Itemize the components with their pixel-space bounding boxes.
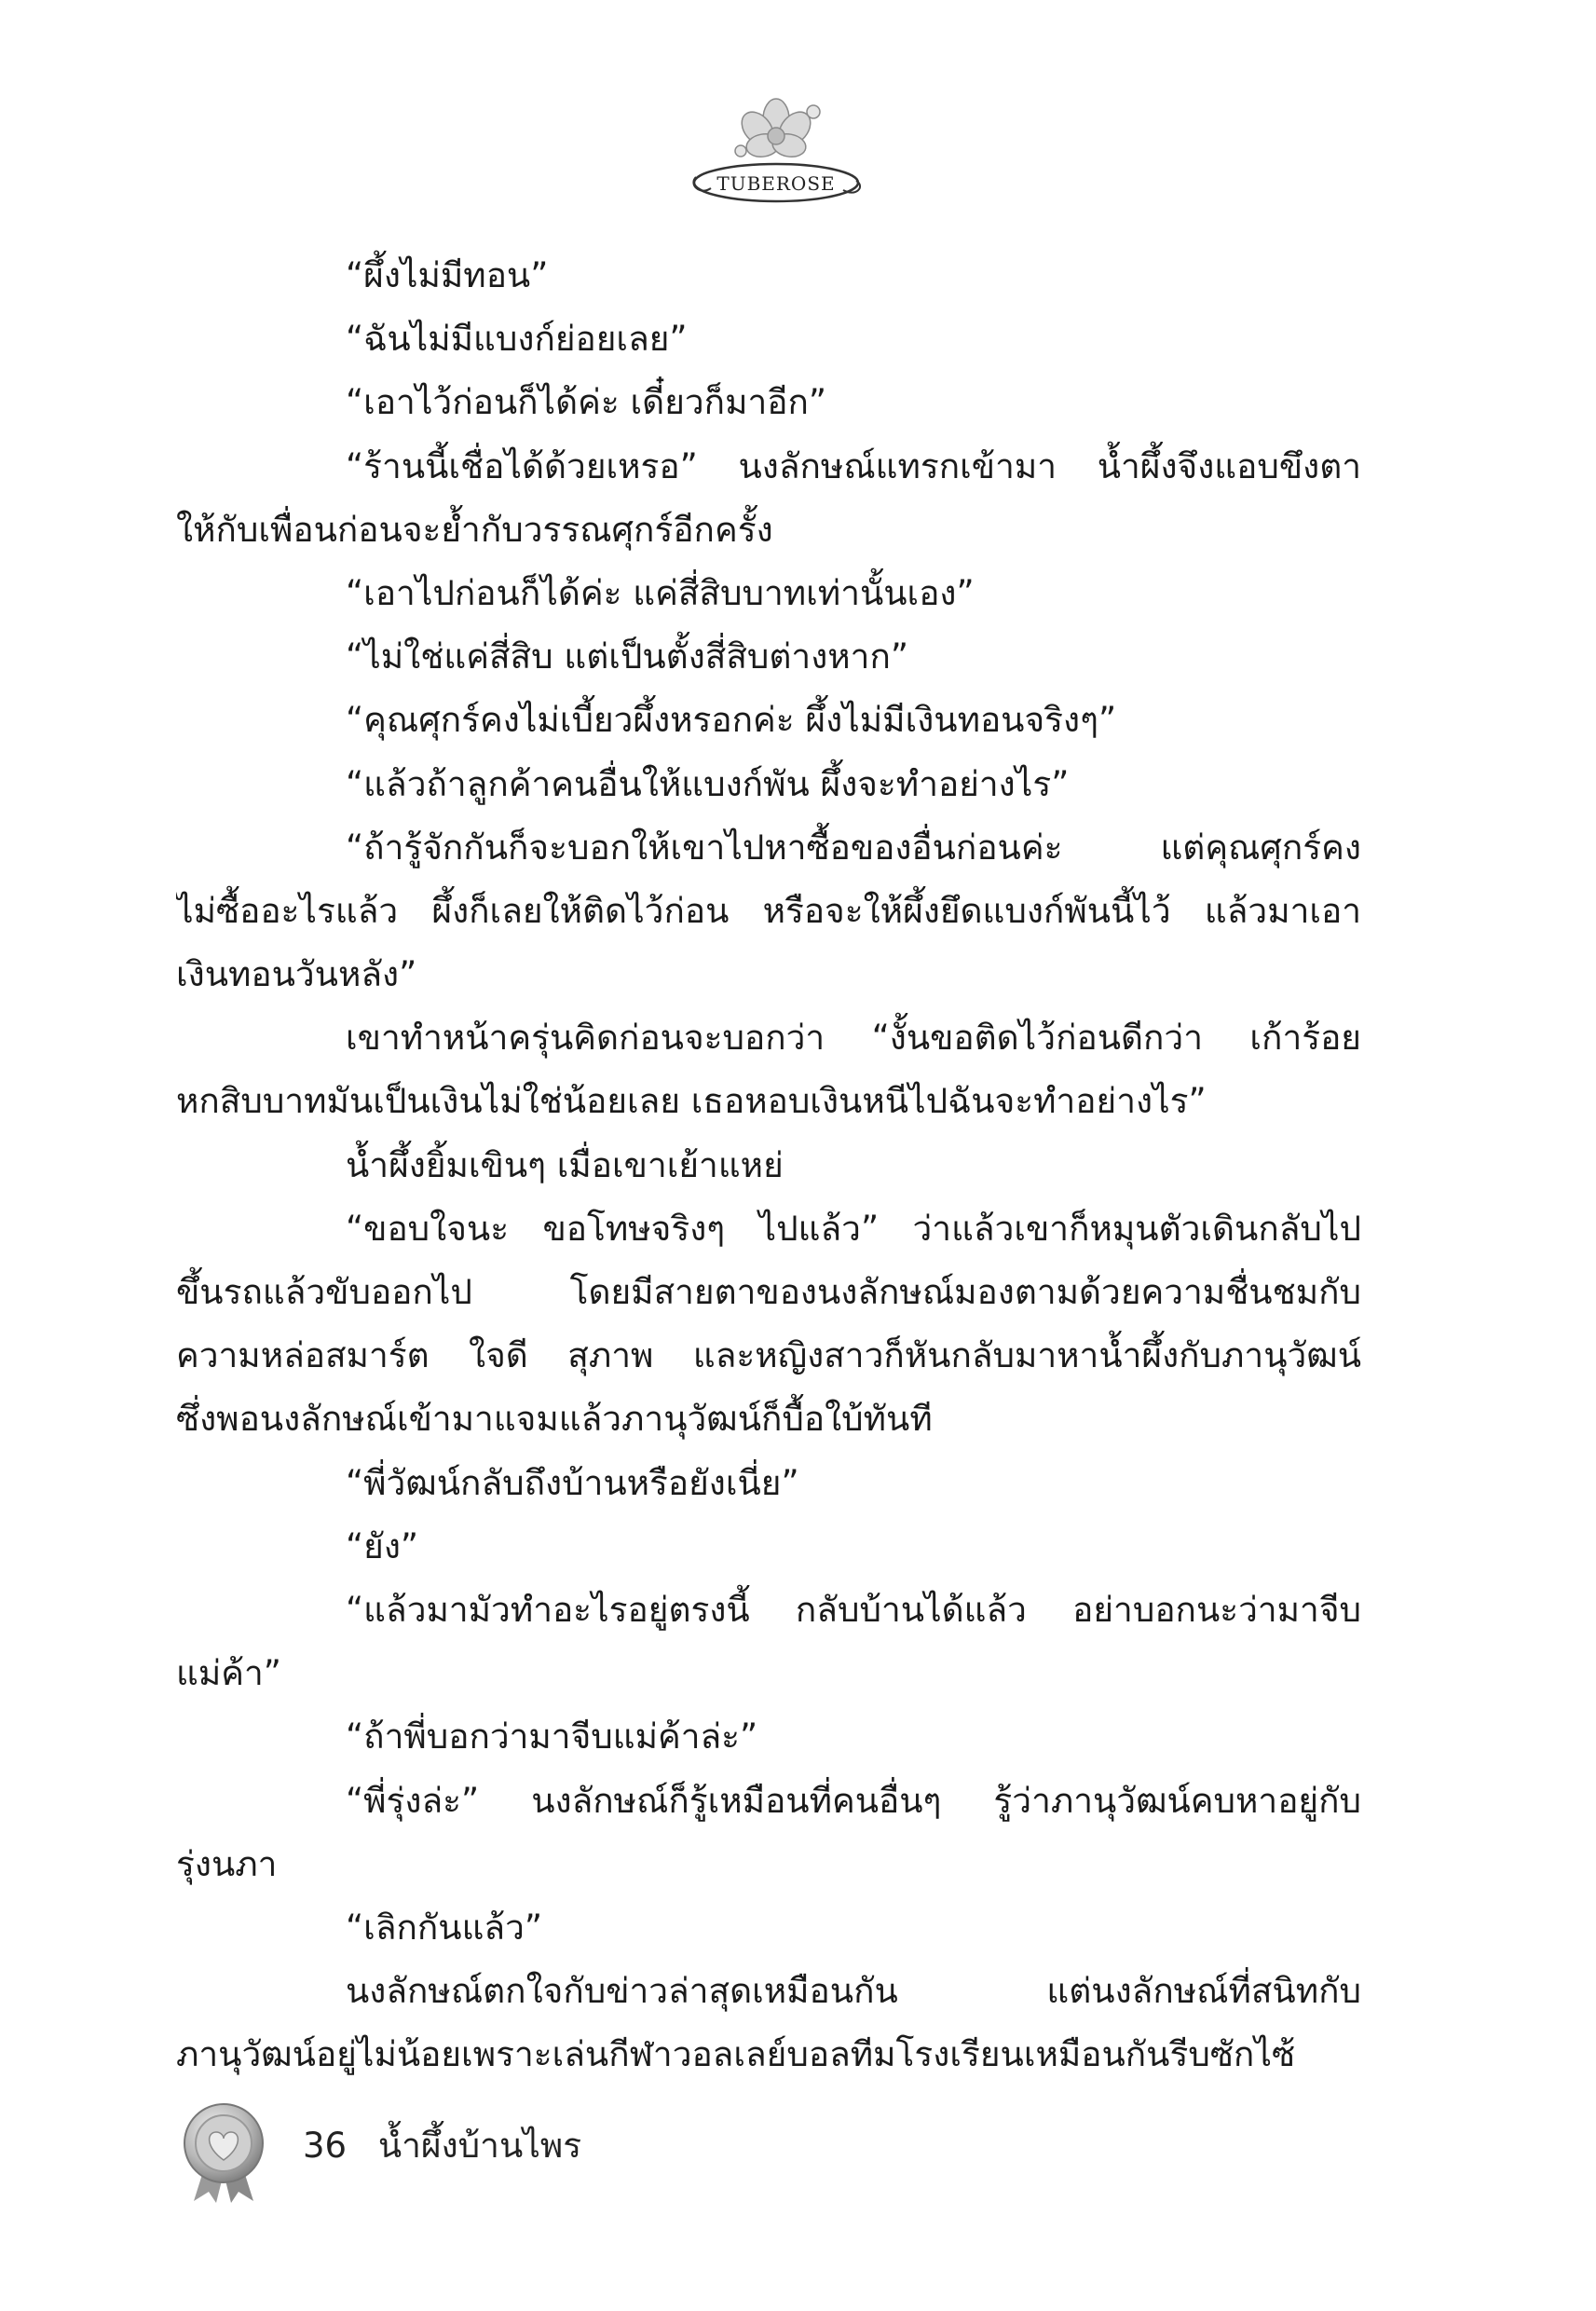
text-line: “ผึ้งไม่มีทอน” <box>346 255 549 295</box>
paragraph <box>176 435 1361 562</box>
text-line: “เอาไว้ก่อนก็ได้ค่ะ เดี๋ยวก็มาอีก” <box>346 382 827 423</box>
text-line: “เอาไปก่อนก็ได้ค่ะ แค่สี่สิบบาทเท่านั้นเอง” <box>346 572 975 613</box>
text-line: “ขอบใจนะ ขอโทษจริงๆ ไปแล้ว” ว่าแล้วเขาก็หมุนตัวเดินกลับไป <box>346 1208 1361 1249</box>
text-line: แม่ค้า” <box>176 1653 281 1694</box>
text-line: “แล้วมามัวทำอะไรอยู่ตรงนี้ กลับบ้านได้แล้ว อย่าบอกนะว่ามาจีบ <box>346 1589 1361 1630</box>
text-line: “ร้านนี้เชื่อได้ด้วยเหรอ” นงลักษณ์แทรกเข้ามา น้ำผึ้งจึงแอบขึงตา <box>346 445 1361 486</box>
paragraph <box>176 562 1361 625</box>
text-line: “ยัง” <box>346 1525 419 1566</box>
text-line: รุ่งนภา <box>176 1843 278 1884</box>
paragraph <box>176 1452 1361 1515</box>
text-line: “ไม่ใช่แค่สี่สิบ แต่เป็นตั้งสี่สิบต่างหาก” <box>346 636 909 677</box>
text-line: ภานุวัฒน์อยู่ไม่น้อยเพราะเล่นกีฬาวอลเลย์บอลทีมโรงเรียนเหมือนกันรีบซักไซ้ <box>176 2034 1296 2075</box>
paragraph <box>176 308 1361 371</box>
page-footer <box>303 2123 581 2169</box>
paragraph <box>176 1134 1361 1197</box>
text-line: ไม่ซื้ออะไรแล้ว ผึ้งก็เลยให้ติดไว้ก่อน หรือจะให้ผึ้งยึดแบงก์พันนี้ไว้ แล้วมาเอา <box>176 890 1361 931</box>
paragraph <box>176 1515 1361 1579</box>
text-line: ความหล่อสมาร์ต ใจดี สุภาพ และหญิงสาวก็หันกลับมาหาน้ำผึ้งกับภานุวัฒน์ <box>176 1335 1361 1376</box>
paragraph <box>176 1770 1361 1896</box>
text-line: “แล้วถ้าลูกค้าคนอื่นให้แบงก์พัน ผึ้งจะทำอย่างไร” <box>346 763 1070 804</box>
paragraph <box>176 1006 1361 1133</box>
text-line: เงินทอนวันหลัง” <box>176 954 417 995</box>
paragraph <box>176 753 1361 816</box>
text-line: ซึ่งพอนงลักษณ์เข้ามาแจมแล้วภานุวัฒน์ก็บื้อใบ้ทันที <box>176 1399 933 1440</box>
tuberose-logo <box>683 84 869 214</box>
text-line: “พี่วัฒน์กลับถึงบ้านหรือยังเนี่ย” <box>346 1462 799 1503</box>
heart-medal-icon <box>177 2100 270 2203</box>
paragraph <box>176 1579 1361 1705</box>
text-line: “คุณศุกร์คงไม่เบี้ยวผึ้งหรอกค่ะ ผึ้งไม่มีเงินทอนจริงๆ” <box>346 700 1117 741</box>
logo-text: TUBEROSE <box>716 172 836 195</box>
body-text <box>176 244 1361 2086</box>
text-line: ขึ้นรถแล้วขับออกไป โดยมีสายตาของนงลักษณ์มองตามด้วยความชื่นชมกับ <box>176 1272 1361 1312</box>
paragraph <box>176 625 1361 689</box>
text-line: ให้กับเพื่อนก่อนจะย้ำกับวรรณศุกร์อีกครั้ง <box>176 509 773 550</box>
text-line: “ถ้าพี่บอกว่ามาจีบแม่ค้าล่ะ” <box>346 1716 758 1757</box>
page-number: 36 <box>303 2126 348 2166</box>
paragraph <box>176 1896 1361 1960</box>
text-line: เขาทำหน้าครุ่นคิดก่อนจะบอกว่า “งั้นขอติดไว้ก่อนดีกว่า เก้าร้อย <box>346 1018 1361 1059</box>
text-line: “ฉันไม่มีแบงก์ย่อยเลย” <box>346 319 688 360</box>
book-title: น้ำผึ้งบ้านไพร <box>377 2126 582 2166</box>
paragraph <box>176 689 1361 752</box>
paragraph <box>176 1705 1361 1769</box>
tuberose-flower-logo-icon <box>683 84 869 214</box>
paragraph <box>176 1960 1361 2086</box>
text-line: นงลักษณ์ตกใจกับข่าวล่าสุดเหมือนกัน แต่นงลักษณ์ที่สนิทกับ <box>346 1971 1361 2012</box>
paragraph <box>176 244 1361 308</box>
paragraph <box>176 371 1361 434</box>
text-line: น้ำผึ้งยิ้มเขินๆ เมื่อเขาเย้าแหย่ <box>346 1144 784 1185</box>
text-line: “ถ้ารู้จักกันก็จะบอกให้เขาไปหาซื้อของอื่นก่อนค่ะ แต่คุณศุกร์คง <box>346 827 1361 868</box>
text-line: หกสิบบาทมันเป็นเงินไม่ใช่น้อยเลย เธอหอบเงินหนีไปฉันจะทำอย่างไร” <box>176 1081 1207 1122</box>
paragraph <box>176 1197 1361 1452</box>
paragraph <box>176 816 1361 1007</box>
text-line: “พี่รุ่งล่ะ” นงลักษณ์ก็รู้เหมือนที่คนอื่นๆ รู้ว่าภานุวัฒน์คบหาอยู่กับ <box>346 1780 1361 1821</box>
text-line: “เลิกกันแล้ว” <box>346 1907 543 1948</box>
